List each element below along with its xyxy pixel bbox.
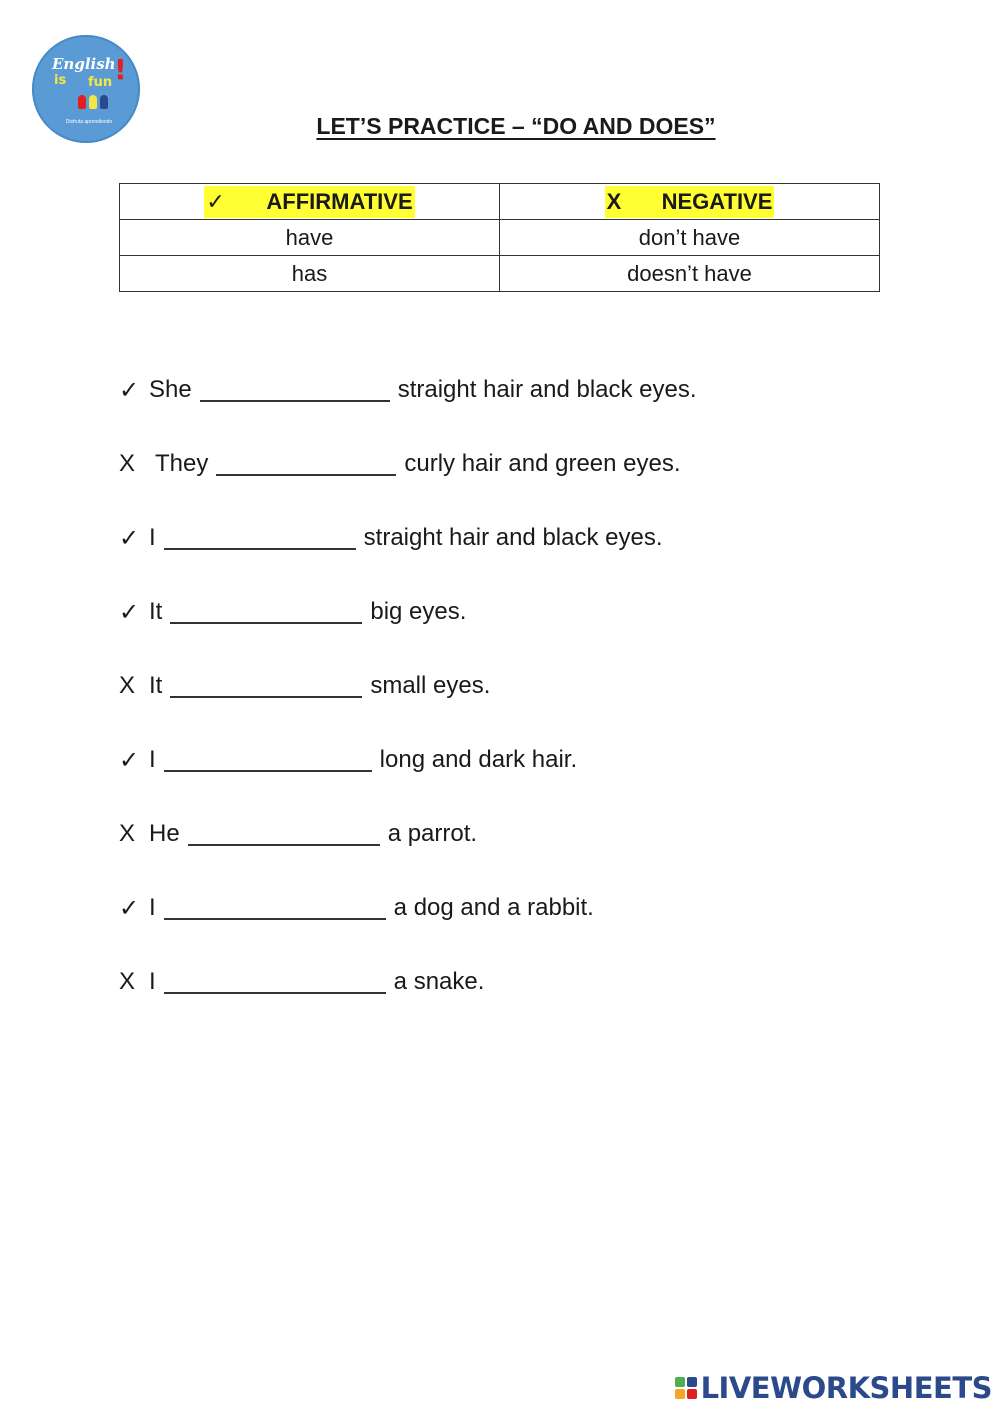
exercise-item [119, 890, 594, 926]
check-icon: ✓ [119, 598, 140, 626]
x-icon: X [119, 820, 136, 847]
exercise-subject: I [149, 524, 156, 551]
header-label: NEGATIVE [661, 188, 773, 214]
logo-tagline: Disfruta aprendiendo [65, 119, 113, 125]
answer-blank[interactable] [188, 822, 380, 846]
exercise-rest: a parrot. [387, 820, 478, 847]
check-icon: ✓ [119, 524, 140, 552]
exercise-item [119, 372, 697, 408]
exercise-subject: I [149, 968, 156, 995]
table-header-row [120, 184, 880, 220]
exercise-rest: big eyes. [370, 598, 467, 625]
table-cell: don’t have [500, 220, 880, 256]
x-icon: X [606, 188, 622, 214]
exercise-item [119, 816, 477, 852]
check-icon: ✓ [119, 376, 140, 404]
answer-blank[interactable] [200, 378, 390, 402]
logo-kids-icon [78, 95, 108, 109]
answer-blank[interactable] [164, 748, 372, 772]
exercise-item [119, 520, 663, 556]
answer-blank[interactable] [170, 600, 362, 624]
reference-table [119, 183, 880, 292]
exercise-subject: They [155, 450, 209, 477]
exercise-item [119, 594, 466, 630]
exercise-rest: long and dark hair. [379, 746, 578, 773]
exercise-rest: curly hair and green eyes. [404, 450, 681, 477]
table-cell: doesn’t have [500, 256, 880, 292]
logo-exclamation: ! [114, 53, 127, 86]
worksheet-title: LET’S PRACTICE – “DO AND DOES” [316, 113, 716, 139]
exercise-rest: a snake. [393, 968, 485, 995]
answer-blank[interactable] [164, 970, 386, 994]
logo-word-is: is [54, 73, 67, 88]
answer-blank[interactable] [170, 674, 362, 698]
exercise-item [119, 964, 484, 1000]
header-label: AFFIRMATIVE [266, 188, 413, 214]
exercise-rest: a dog and a rabbit. [393, 894, 594, 921]
answer-blank[interactable] [164, 896, 386, 920]
header-negative [500, 184, 880, 220]
liveworksheets-footer[interactable] [675, 1371, 992, 1405]
x-icon: X [119, 968, 136, 995]
check-icon: ✓ [119, 746, 140, 774]
header-affirmative [120, 184, 500, 220]
liveworksheets-brand: LIVEWORKSHEETS [700, 1371, 992, 1405]
exercise-subject: It [149, 598, 163, 625]
exercise-rest: small eyes. [370, 672, 491, 699]
answer-blank[interactable] [164, 526, 356, 550]
exercise-rest: straight hair and black eyes. [363, 524, 663, 551]
exercise-subject: I [149, 746, 156, 773]
exercise-item [119, 742, 577, 778]
exercise-item [119, 446, 681, 482]
liveworksheets-logo-icon [675, 1377, 697, 1399]
table-cell: have [120, 220, 500, 256]
x-icon: X [119, 672, 136, 699]
table-row [120, 256, 880, 292]
table-cell: has [120, 256, 500, 292]
exercise-subject: I [149, 894, 156, 921]
logo-word-fun: fun [88, 75, 113, 90]
check-icon: ✓ [119, 894, 140, 922]
exercise-subject: She [149, 376, 192, 403]
answer-blank[interactable] [216, 452, 396, 476]
check-icon: ✓ [206, 188, 225, 214]
table-row [120, 220, 880, 256]
exercise-subject: He [149, 820, 180, 847]
x-icon: X [119, 450, 136, 477]
exercise-subject: It [149, 672, 163, 699]
exercise-rest: straight hair and black eyes. [397, 376, 697, 403]
exercise-item [119, 668, 490, 704]
logo-word-english: English [52, 55, 116, 73]
